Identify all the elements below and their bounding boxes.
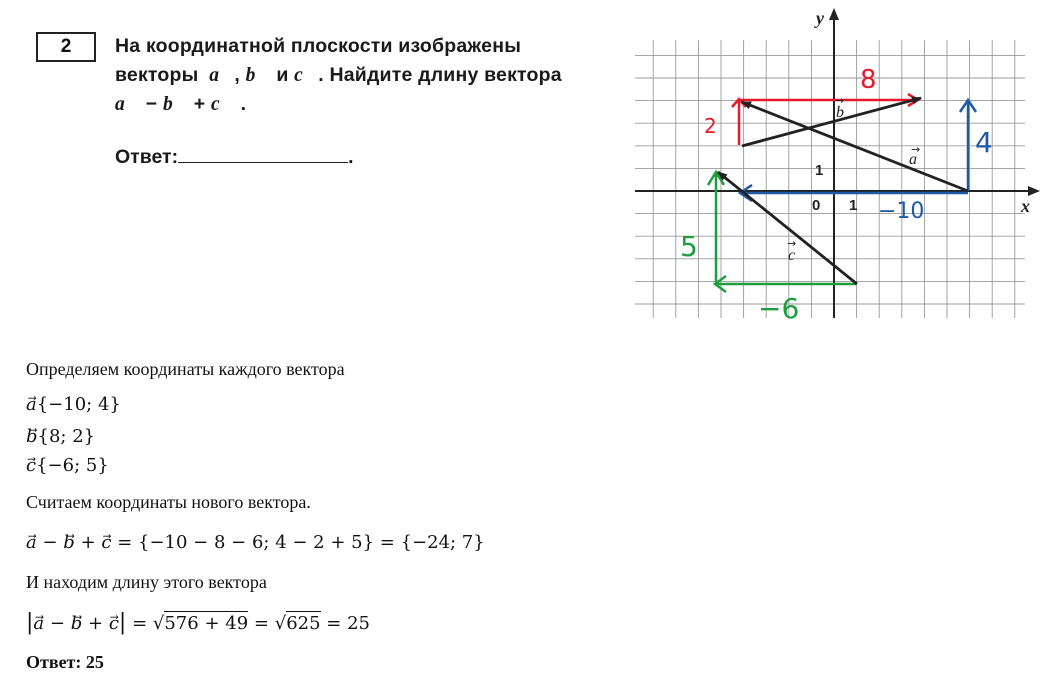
statement-line-2 bbox=[115, 61, 605, 90]
expr-plus: + bbox=[193, 93, 206, 115]
hand-label-8: 8 bbox=[860, 65, 877, 95]
hand-label-minus-6: −6 bbox=[758, 292, 800, 325]
vector-c-label: c bbox=[788, 247, 796, 264]
solution-intro: Определяем координаты каждого вектора bbox=[26, 359, 345, 379]
x-unit-label: 1 bbox=[849, 197, 858, 214]
y-axis-label: y bbox=[816, 8, 824, 28]
vector-c-symbol: c bbox=[294, 65, 319, 86]
solution-step-3: И находим длину этого вектора bbox=[26, 572, 267, 592]
problem-statement bbox=[115, 32, 605, 119]
conjunction-and: и bbox=[276, 64, 289, 86]
grid-lines bbox=[635, 40, 1025, 318]
vector-b-label-arrow-icon: → bbox=[835, 94, 845, 107]
red-component-lines bbox=[732, 94, 918, 145]
statement-find-length: . Найдите длину вектора bbox=[318, 64, 562, 86]
answer-tail: . bbox=[348, 146, 354, 168]
vector-a-label-arrow-icon: → bbox=[911, 143, 921, 156]
expr-vector-a: a bbox=[115, 94, 141, 115]
y-axis-arrow-icon bbox=[829, 8, 839, 20]
x-axis-label: x bbox=[1021, 196, 1030, 216]
solution-vector-b-coords: b{8; 2} bbox=[26, 426, 96, 447]
problem-number: 2 bbox=[36, 32, 96, 62]
hand-label-2: 2 bbox=[704, 114, 717, 138]
comma: , bbox=[234, 64, 240, 86]
sqrt-radicand-1: 576 + 49 bbox=[164, 613, 249, 634]
hand-label-4: 4 bbox=[975, 126, 993, 159]
expr-period: . bbox=[240, 93, 247, 115]
solution-step-2: Считаем координаты нового вектора. bbox=[26, 492, 311, 512]
sqrt-radicand-2: 625 bbox=[286, 613, 321, 634]
hand-label-5: 5 bbox=[680, 230, 698, 263]
expr-minus: − bbox=[145, 93, 158, 115]
vector-b-label: b bbox=[836, 104, 844, 121]
origin-label: 0 bbox=[812, 197, 821, 214]
x-axis-arrow-icon bbox=[1028, 186, 1040, 196]
vector-c-arrow bbox=[718, 172, 857, 284]
solution-equation-coords: a⃗ − b⃗ + c⃗ = {−10 − 8 − 6; 4 − 2 + 5} = {−24; 7} bbox=[26, 532, 485, 553]
vector-a-symbol: a bbox=[209, 65, 235, 86]
solution-equation-length: |a⃗ − b⃗ + c| = √576 + 49 = √625 = 25 bbox=[26, 610, 370, 635]
hand-label-minus-10: −10 bbox=[878, 199, 925, 224]
y-unit-label: 1 bbox=[815, 162, 824, 179]
vector-b-arrow bbox=[742, 98, 921, 146]
vector-a-label: a bbox=[909, 151, 917, 168]
coordinate-plane bbox=[620, 0, 1040, 330]
expr-vector-b: b bbox=[162, 94, 189, 115]
solution-vector-a-coords: a{−10; 4} bbox=[26, 394, 121, 415]
answer-label: Ответ: bbox=[115, 146, 179, 168]
final-answer: Ответ: 25 bbox=[26, 652, 104, 672]
answer-blank bbox=[178, 144, 348, 163]
statement-line-3 bbox=[115, 90, 605, 119]
statement-vectors-word: векторы bbox=[115, 64, 199, 86]
vector-b-symbol: b bbox=[245, 65, 271, 86]
vector-c-label-arrow-icon: → bbox=[787, 237, 797, 250]
answer-field-row bbox=[115, 144, 354, 169]
expr-vector-c: c bbox=[210, 94, 235, 115]
statement-line-1: На координатной плоскости изображены bbox=[115, 35, 522, 57]
solution-vector-c-coords: c{−6; 5} bbox=[26, 455, 109, 476]
